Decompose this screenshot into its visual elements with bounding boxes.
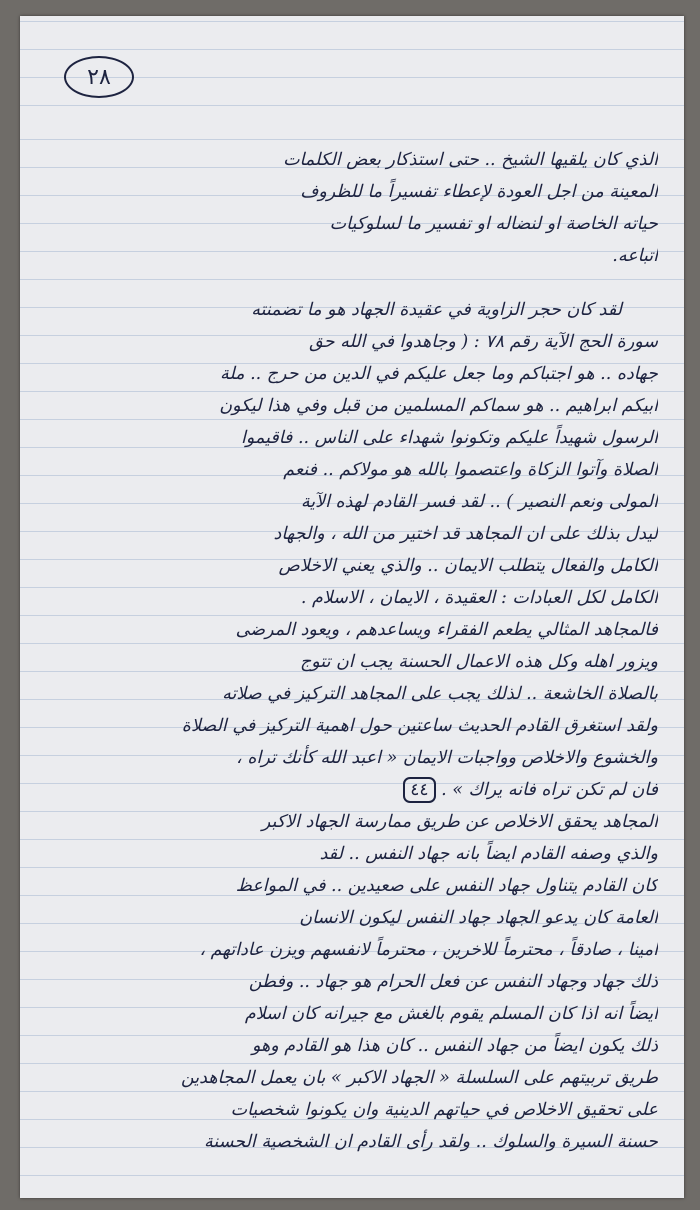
text-line: الصلاة وآتوا الزكاة واعتصموا بالله هو مولاكم .. فنعم xyxy=(283,460,658,480)
text-line: العامة كان يدعو الجهاد جهاد النفس ليكون الانسان xyxy=(299,908,658,928)
text-line: امينا ، صادقاً ، محترماً للاخرين ، محترماً لانفسهم ويزن عاداتهم ، xyxy=(199,940,658,960)
text-line: ذلك جهاد وجهاد النفس عن فعل الحرام هو جهاد .. وفطن xyxy=(248,972,658,992)
text-line: المعينة من اجل العودة لإعطاء تفسيراً ما للظروف xyxy=(300,182,658,202)
text-line: فالمجاهد المثالي يطعم الفقراء ويساعدهم ، ويعود المرضى xyxy=(235,620,658,640)
text-line: والذي وصفه القادم ايضاً بانه جهاد النفس .. لقد xyxy=(319,844,658,864)
text-line: الذي كان يلقيها الشيخ .. حتى استذكار بعض الكلمات xyxy=(283,150,658,170)
text-line: اتباعه. xyxy=(612,246,658,266)
boxed-margin-number: ٤٤ xyxy=(403,777,435,803)
handwritten-text xyxy=(42,144,658,1158)
text-line: الكامل لكل العبادات : العقيدة ، الايمان ، الاسلام . xyxy=(300,588,658,608)
text-line: ابيكم ابراهيم .. هو سماكم المسلمين من قبل وفي هذا ليكون xyxy=(219,396,658,416)
closing-quote-line: فان لم تكن تراه فانه يراك » . xyxy=(441,780,658,800)
text-line: سورة الحج الآية رقم ٧٨ : ( وجاهدوا في الله حق xyxy=(309,332,658,352)
text-line: جهاده .. هو اجتباكم وما جعل عليكم في الدين من حرج .. ملة xyxy=(219,364,658,384)
text-line: بالصلاة الخاشعة .. لذلك يجب على المجاهد التركيز في صلاته xyxy=(222,684,658,704)
text-line: كان القادم يتناول جهاد النفس على صعيدين .. في المواعظ xyxy=(235,876,658,896)
text-line: الكامل والفعال يتطلب الايمان .. والذي يعني الاخلاص xyxy=(278,556,658,576)
text-line: ويزور اهله وكل هذه الاعمال الحسنة يجب ان تتوج xyxy=(299,652,658,672)
notebook-page xyxy=(20,16,684,1198)
text-line: لقد كان حجر الزاوية في عقيدة الجهاد هو ما تضمنته xyxy=(251,300,622,320)
page-number: ٢٨ xyxy=(64,56,134,98)
text-line: ليدل بذلك على ان المجاهد قد اختير من الله ، والجهاد xyxy=(273,524,658,544)
text-line: والخشوع والاخلاص وواجبات الايمان « اعبد الله كأنك تراه ، xyxy=(236,748,658,768)
text-line: ولقد استغرق القادم الحديث ساعتين حول اهمية التركيز في الصلاة xyxy=(181,716,658,736)
text-line: الرسول شهيداً عليكم وتكونوا شهداء على الناس .. فاقيموا xyxy=(241,428,658,448)
text-line: المجاهد يحقق الاخلاص عن طريق ممارسة الجهاد الاكبر xyxy=(261,812,658,832)
text-line: المولى ونعم النصير ) .. لقد فسر القادم لهذه الآية xyxy=(300,492,658,512)
text-line: ذلك يكون ايضاً من جهاد النفس .. كان هذا هو القادم وهو xyxy=(252,1036,658,1056)
text-line: على تحقيق الاخلاص في حياتهم الدينية وان يكونوا شخصيات xyxy=(230,1100,658,1120)
text-line: طريق تربيتهم على السلسلة « الجهاد الاكبر » بان يعمل المجاهدين xyxy=(180,1068,658,1088)
text-line xyxy=(42,774,658,806)
text-line: حسنة السيرة والسلوك .. ولقد رأى القادم ان الشخصية الحسنة xyxy=(204,1132,658,1152)
text-line: حياته الخاصة او لنضاله او تفسير ما لسلوكيات xyxy=(329,214,658,234)
text-line: ايضاً انه اذا كان المسلم يقوم بالغش مع جيرانه كان اسلام xyxy=(244,1004,658,1024)
